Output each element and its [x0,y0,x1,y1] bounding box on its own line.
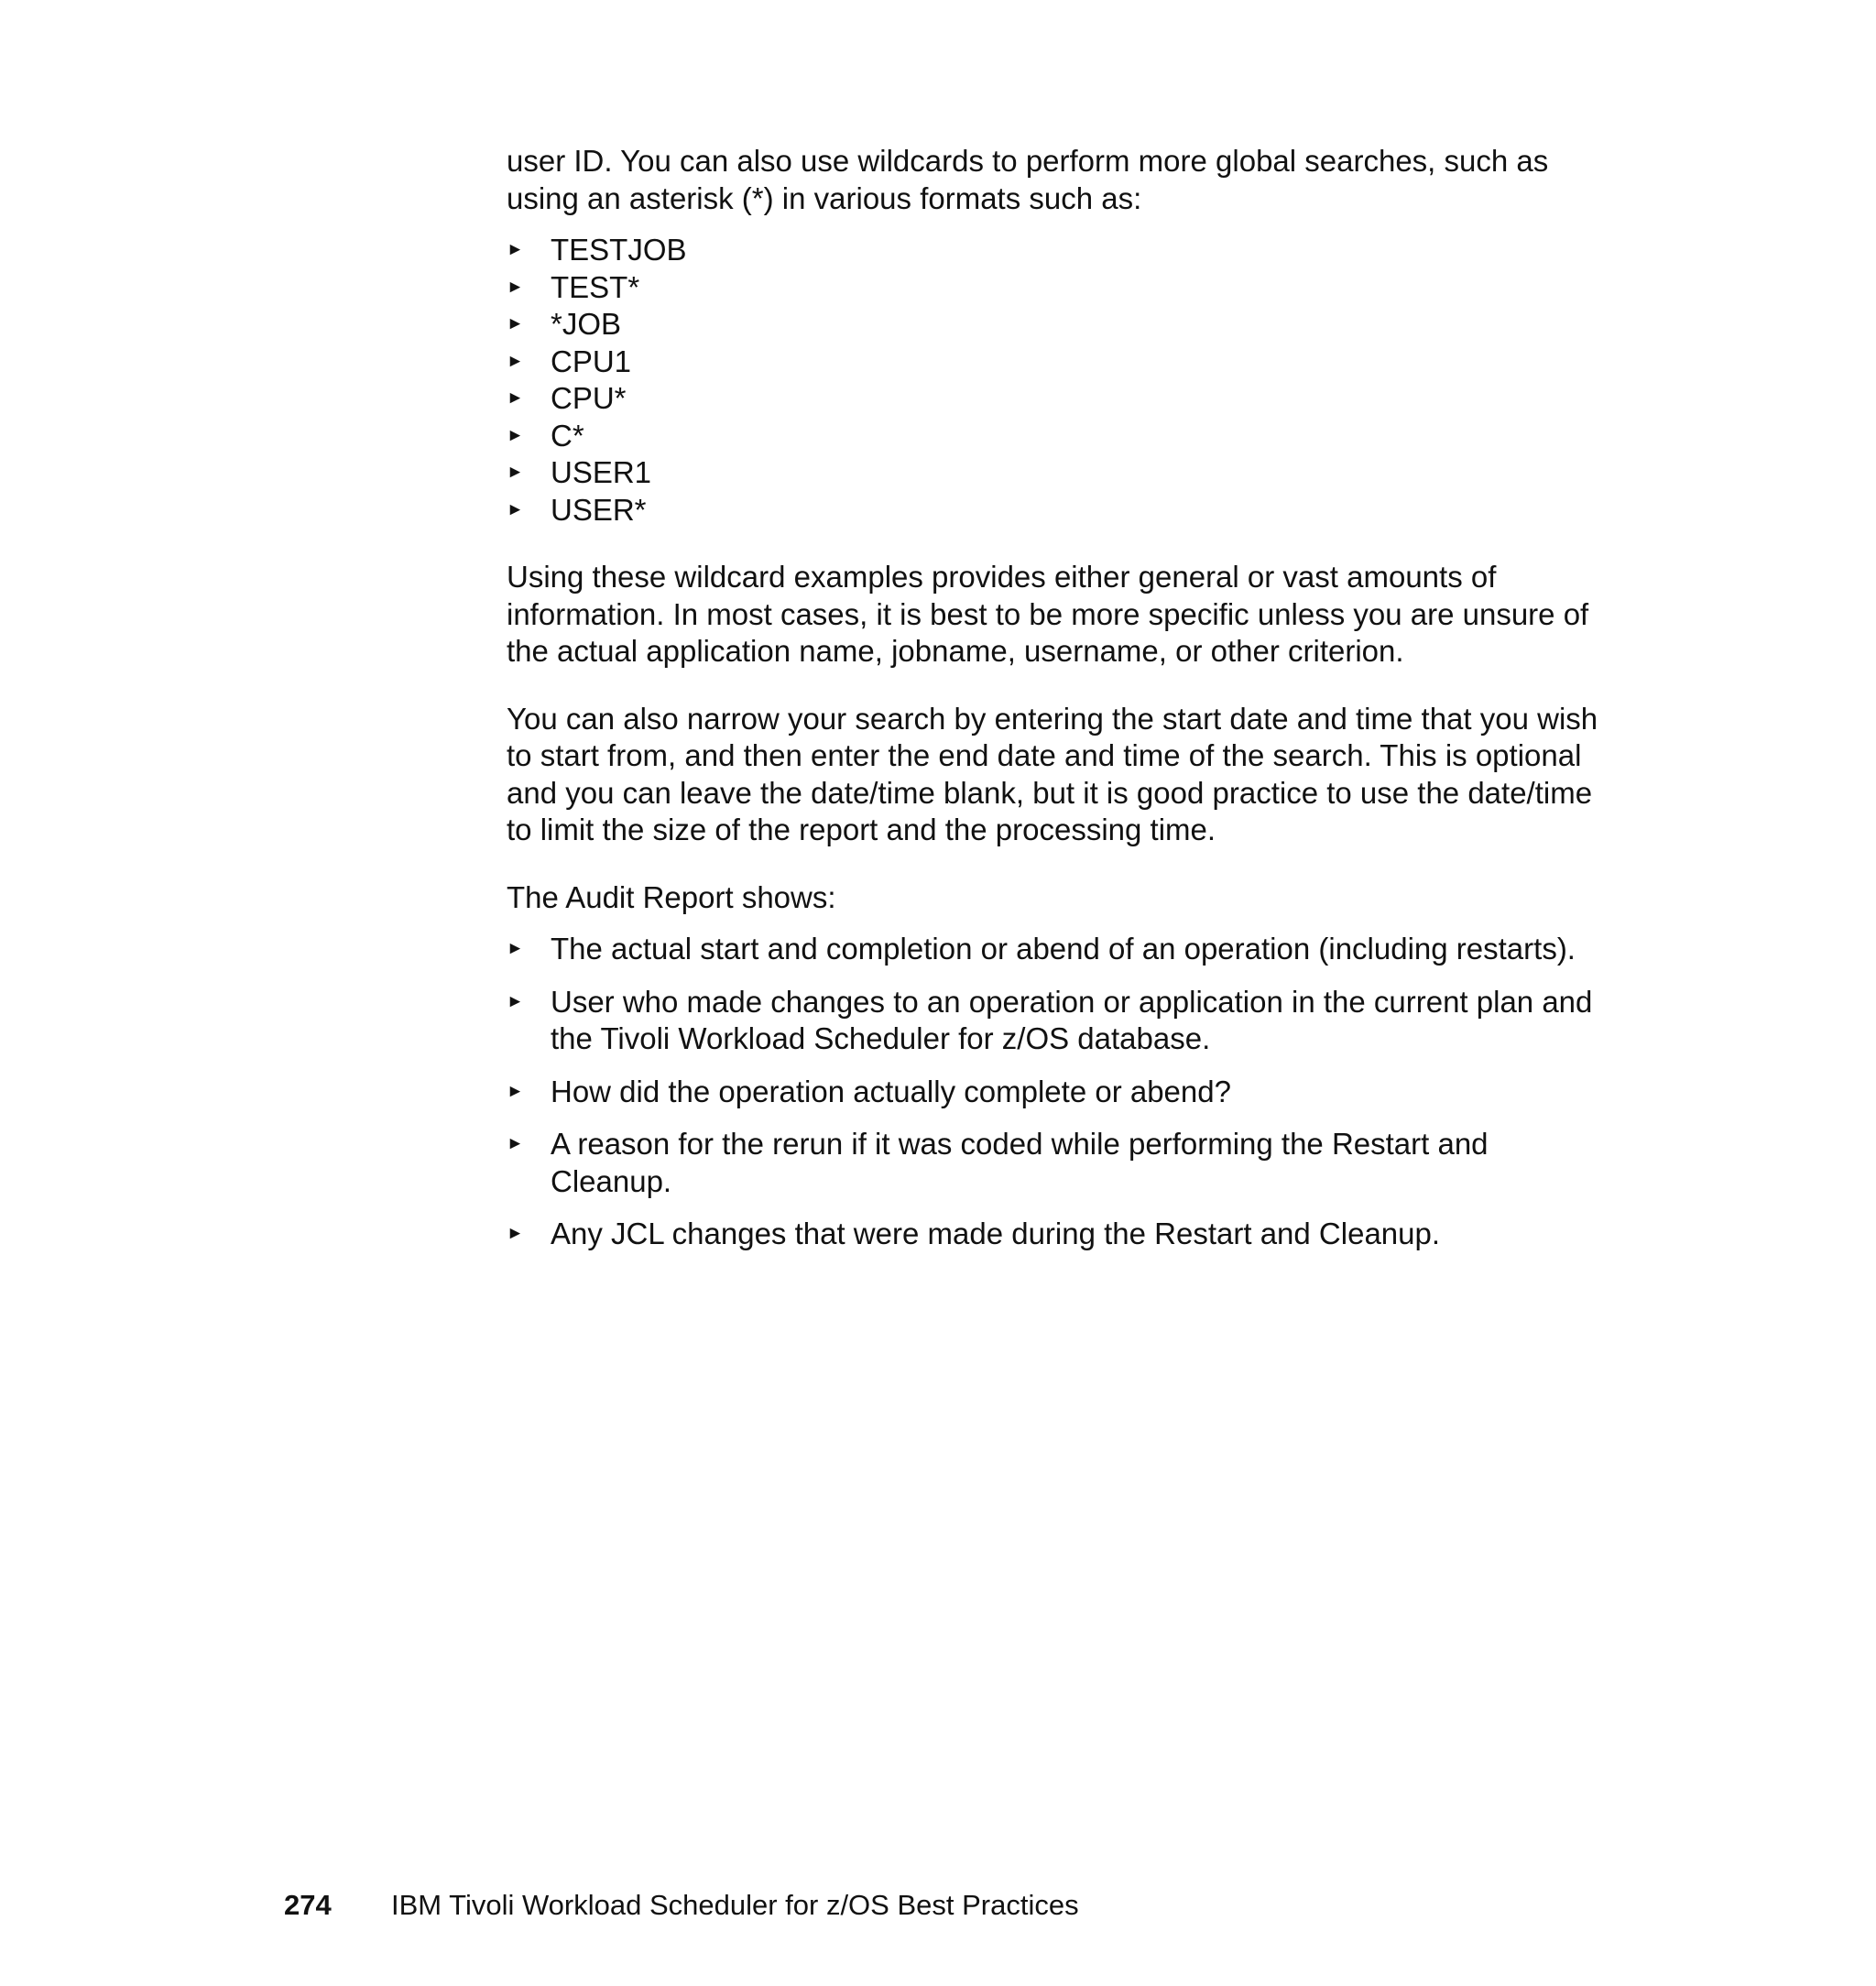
list-item: ► User who made changes to an operation or application in the current plan and the Tivoli Workload Scheduler for z/OS database. [507,984,1593,1055]
intro-paragraph: user ID. You can also use wildcards to perform more global searches, such as using an asterisk (*) in various formats such as: [507,144,1549,215]
list-item: ► Any JCL changes that were made during the Restart and Cleanup. [507,1216,1615,1253]
list-item: ► CPU* [507,380,1615,418]
list-item: ► CPU1 [507,344,1615,381]
bullet-triangle-icon: ► [507,351,524,371]
list-item: ► The actual start and completion or abend of an operation (including restarts). [507,931,1615,968]
bullet-triangle-icon: ► [507,425,524,445]
list-item: ► TEST* [507,269,1615,307]
bullet-triangle-icon: ► [507,388,524,408]
list-item: ► A reason for the rerun if it was coded while performing the Restart and Cleanup. [507,1127,1489,1198]
list-item: ► How did the operation actually complete or abend? [507,1074,1615,1111]
page-number: 274 [284,1889,332,1921]
list-item: ► USER1 [507,454,1615,492]
audit-report-list [507,931,1615,1253]
list-item: ► *JOB [507,306,1615,344]
bullet-triangle-icon: ► [507,463,524,482]
bullet-triangle-icon: ► [507,314,524,333]
page-footer [284,1887,1079,1924]
bullet-triangle-icon: ► [507,1134,524,1153]
wildcard-examples-list [507,232,1615,529]
bullet-triangle-icon: ► [507,1081,524,1101]
date-range-paragraph: You can also narrow your search by entering the start date and time that you wish to start from, and then enter the end date and time of the search. This is optional and you can leave the date/time blank, but it is good practice to use the date/time to limit the size of the report and the processing time. [507,701,1598,846]
audit-report-intro: The Audit Report shows: [507,879,836,914]
page-body [507,143,1615,1269]
bullet-triangle-icon: ► [507,240,524,259]
list-item: ► TESTJOB [507,232,1615,269]
bullet-triangle-icon: ► [507,939,524,958]
bullet-triangle-icon: ► [507,1224,524,1243]
bullet-triangle-icon: ► [507,499,524,519]
bullet-triangle-icon: ► [507,277,524,297]
book-title: IBM Tivoli Workload Scheduler for z/OS Best Practices [391,1889,1079,1921]
list-item: ► C* [507,418,1615,455]
wildcard-paragraph: Using these wildcard examples provides either general or vast amounts of information. In most cases, it is best to be more specific unless you are unsure of the actual application name, jobname, username, or other criterion. [507,560,1589,668]
list-item: ► USER* [507,492,1615,529]
bullet-triangle-icon: ► [507,991,524,1011]
